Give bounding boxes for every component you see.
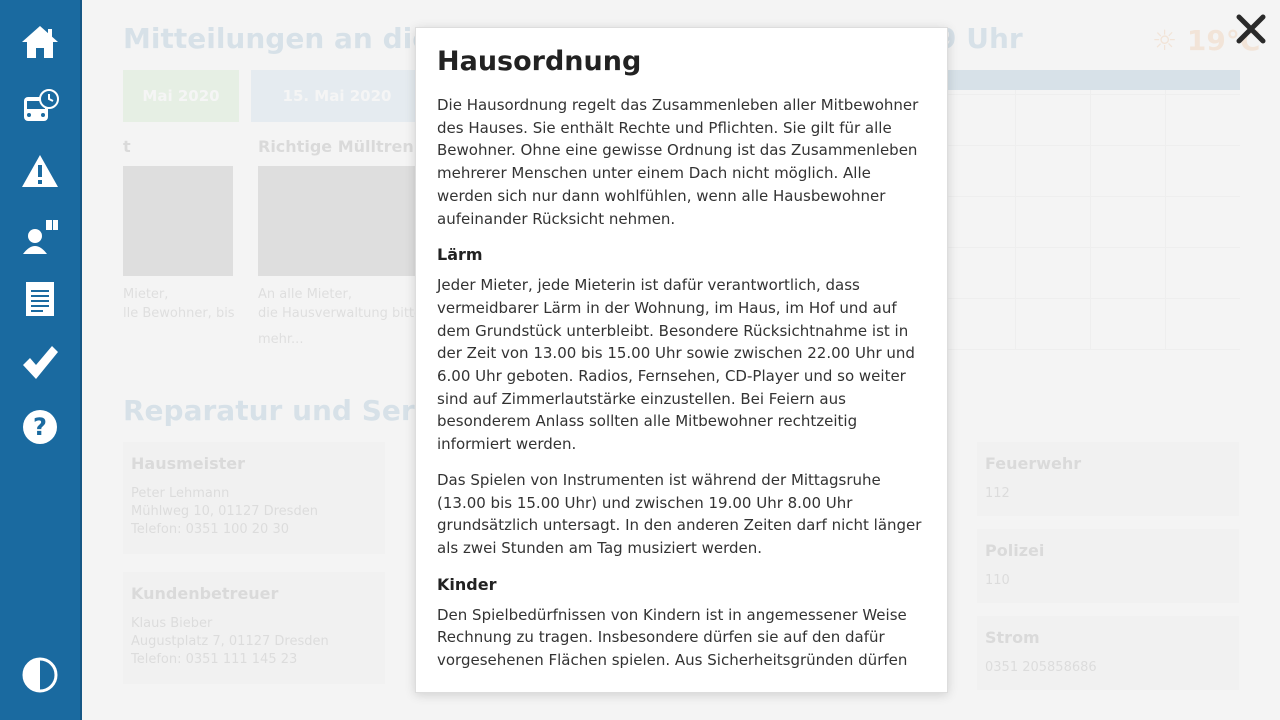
news-text-2b: die Hausverwaltung bitte <box>258 306 423 321</box>
service-title: Polizei <box>985 541 1045 560</box>
news-image-2 <box>258 166 418 276</box>
time-display: 9 Uhr <box>937 22 1023 55</box>
calendar-header <box>940 70 1240 90</box>
service-line: 110 <box>985 573 1010 588</box>
service-card <box>977 529 1239 603</box>
children-paragraph: Den Spielbedürfnissen von Kindern ist in angemessener Weise Rechnung zu tragen. Insbesondere dürfen sie auf den dafür vorgesehenen Flächen spielen. Aus Sicherheitsgründen dürfen <box>437 605 908 670</box>
svg-text:?: ? <box>33 413 47 441</box>
service-line: Klaus Bieber <box>131 616 213 631</box>
page-title: Mitteilungen an die Mi <box>123 22 479 55</box>
service-line: 112 <box>985 486 1010 501</box>
section-heading-children: Kinder <box>437 574 497 594</box>
help-icon[interactable] <box>20 407 60 447</box>
calendar <box>940 70 1240 350</box>
warning-icon[interactable] <box>20 152 60 192</box>
news-image-1 <box>123 166 233 276</box>
service-line: Telefon: 0351 111 145 23 <box>131 652 298 667</box>
temperature: 19°C <box>1186 24 1261 57</box>
news-date-1: Mai 2020 <box>123 70 239 122</box>
transport-icon[interactable] <box>20 87 60 127</box>
news-title-2: Richtige Mülltrennun <box>258 137 448 156</box>
news-text-1b: lle Bewohner, bis <box>123 306 235 321</box>
service-title: Kundenbetreuer <box>131 584 279 603</box>
service-line: Augustplatz 7, 01127 Dresden <box>131 634 329 649</box>
section-title: Reparatur und Service <box>123 394 479 427</box>
calendar-grid <box>940 90 1240 350</box>
section-heading-noise: Lärm <box>437 245 483 265</box>
service-title: Hausmeister <box>131 454 246 473</box>
dialog-title: Hausordnung <box>437 46 642 77</box>
news-more-link: mehr... <box>258 332 304 347</box>
service-title: Feuerwehr <box>985 454 1082 473</box>
service-line: 0351 205858686 <box>985 660 1097 675</box>
service-card <box>977 442 1239 516</box>
news-text-2a: An alle Mieter, <box>258 287 352 302</box>
noise-paragraph-2: Das Spielen von Instrumenten ist während der Mittagsruhe (13.00 bis 15.00 Uhr) und zwischen 19.00 Uhr 8.00 Uhr grundsätzlich untersagt. In den anderen Zeiten darf nicht länger als zwei Stunden am Tag musiziert werden. <box>437 470 922 557</box>
notes-icon[interactable] <box>20 279 60 319</box>
close-icon[interactable] <box>1234 12 1268 46</box>
service-line: Mühlweg 10, 01127 Dresden <box>131 504 318 519</box>
service-title: Strom <box>985 628 1040 647</box>
sidebar <box>0 0 82 720</box>
news-date-2: 15. Mai 2020 <box>251 70 423 122</box>
home-icon[interactable] <box>20 22 60 62</box>
service-card <box>123 572 385 684</box>
service-card <box>977 616 1239 690</box>
sun-icon: ☼ <box>1152 24 1178 57</box>
check-icon[interactable] <box>20 343 60 383</box>
intro-paragraph: Die Hausordnung regelt das Zusammenleben aller Mitbewohner des Hauses. Sie enthält Rechte und Pflichten. Sie gilt für alle Bewohner. Ohne eine gewisse Ordnung ist das Zusammenleben mehrerer Menschen unter einem Dach nicht möglich. Alle werden sich nur dann wohlfühlen, wenn alle Hausbewohner aufeinander Rücksicht nehmen. <box>437 96 919 228</box>
dialog-content[interactable] <box>416 28 947 692</box>
house-rules-dialog[interactable] <box>415 27 948 693</box>
contrast-icon[interactable] <box>20 655 60 695</box>
service-card <box>123 442 385 554</box>
contact-icon[interactable] <box>20 216 60 256</box>
service-line: Telefon: 0351 100 20 30 <box>131 522 289 537</box>
news-text-1a: Mieter, <box>123 287 169 302</box>
news-title-1: t <box>123 137 131 156</box>
noise-paragraph-1: Jeder Mieter, jede Mieterin ist dafür verantwortlich, dass vermeidbarer Lärm in der Wohnung, im Haus, im Hof und auf dem Grundstück unterbleibt. Besondere Rücksichtnahme ist in der Zeit von 13.00 bis 15.00 Uhr sowie zwischen 22.00 Uhr und 6.00 Uhr geboten. Radios, Fernsehen, CD-Player und so weiter sind auf Zimmerlautstärke einzustellen. Bei Feiern aus besonderem Anlass sollten alle Mitbewohner rechtzeitig informiert werden. <box>437 276 915 454</box>
service-line: Peter Lehmann <box>131 486 230 501</box>
